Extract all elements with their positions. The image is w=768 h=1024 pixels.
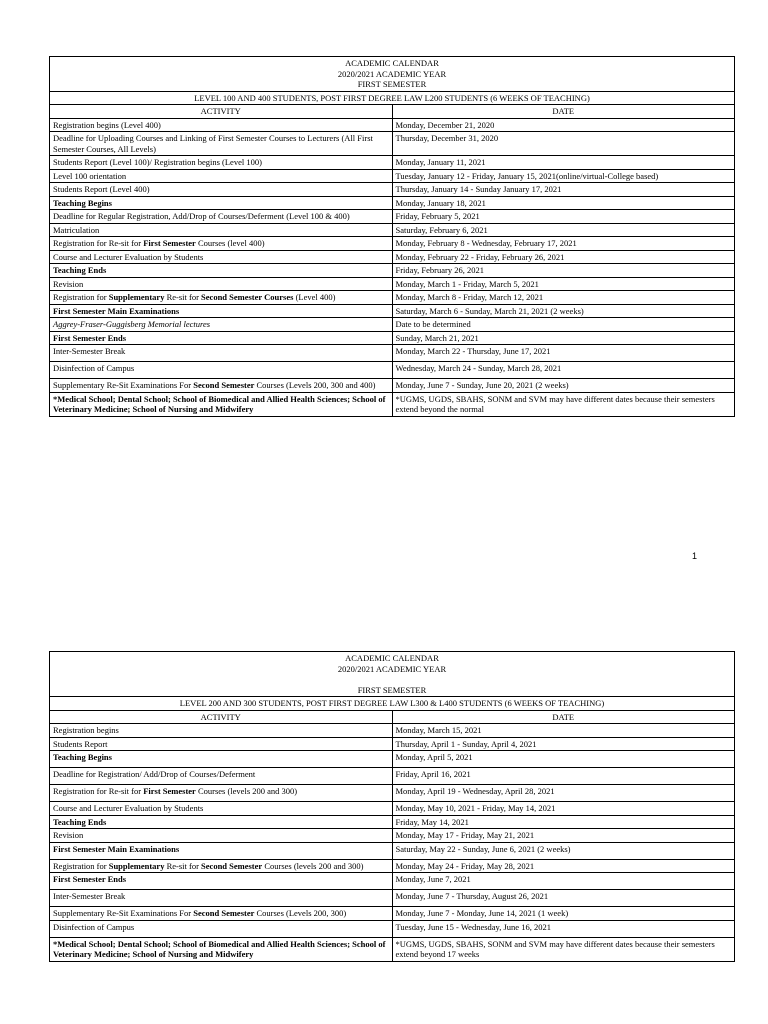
calendar-subtitle-row: [50, 697, 735, 711]
table-row: [50, 802, 735, 816]
date-cell: Monday, February 22 - Friday, February 26, 2021: [392, 250, 735, 264]
date-cell: Friday, May 14, 2021: [392, 815, 735, 829]
table-row: [50, 920, 735, 937]
title-line: 2020/2021 ACADEMIC YEAR: [337, 663, 447, 674]
date-cell: Monday, June 7, 2021: [392, 873, 735, 890]
table-row: [50, 345, 735, 362]
date-cell: Monday, December 21, 2020: [392, 118, 735, 132]
activity-cell: [50, 264, 393, 278]
title-line: FIRST SEMESTER: [357, 684, 427, 695]
activity-text: Registration for Re-sit for: [53, 786, 144, 796]
activity-text: (Level 400): [293, 292, 336, 302]
date-cell: Tuesday, January 12 - Friday, January 15, 2021(online/virtual-College based): [392, 169, 735, 183]
date-cell: Friday, February 26, 2021: [392, 264, 735, 278]
activity-cell: [50, 345, 393, 362]
activity-cell: [50, 196, 393, 210]
date-cell: Thursday, December 31, 2020: [392, 132, 735, 156]
activity-text: Second Semester: [193, 908, 255, 918]
table-row: [50, 890, 735, 907]
calendar-subtitle: LEVEL 100 AND 400 STUDENTS, POST FIRST DEGREE LAW L200 STUDENTS (6 WEEKS OF TEACHING): [50, 91, 735, 105]
column-header-row: [50, 105, 735, 119]
activity-cell: [50, 737, 393, 751]
activity-cell: [50, 132, 393, 156]
activity-text: Level 100 orientation: [53, 170, 127, 181]
date-cell: Monday, January 18, 2021: [392, 196, 735, 210]
column-header-date: DATE: [392, 105, 735, 119]
activity-cell: [50, 920, 393, 937]
table-row: [50, 768, 735, 785]
activity-text: First Semester Main Examinations: [53, 843, 180, 854]
activity-cell: [50, 890, 393, 907]
activity-cell: [50, 379, 393, 393]
date-cell: Monday, March 22 - Thursday, June 17, 2021: [392, 345, 735, 362]
table-row: [50, 331, 735, 345]
activity-text: Teaching Ends: [53, 265, 107, 275]
table-row: [50, 183, 735, 197]
calendar-title: [50, 652, 735, 697]
date-cell: Saturday, March 6 - Sunday, March 21, 2021 (2 weeks): [392, 304, 735, 318]
activity-text: Inter-Semester Break: [53, 891, 126, 901]
activity-cell: [50, 751, 393, 768]
activity-text: Registration for: [53, 292, 109, 302]
activity-text: Deadline for Regular Registration, Add/Drop of Courses/Deferment (Level 100 & 400): [53, 211, 350, 221]
activity-text: Matriculation: [53, 224, 100, 235]
date-cell: Saturday, May 22 - Sunday, June 6, 2021 (2 weeks): [392, 842, 735, 859]
activity-cell: [50, 169, 393, 183]
activity-text: Registration begins: [53, 725, 119, 735]
table-row: [50, 785, 735, 802]
activity-text: Teaching Ends: [53, 816, 107, 827]
activity-text: Students Report (Level 400): [53, 184, 150, 194]
activity-cell: [50, 331, 393, 345]
activity-text: Students Report (Level 100)/ Registration begins (Level 100): [53, 157, 262, 167]
activity-text: Supplementary Re-Sit Examinations For: [53, 908, 194, 918]
date-cell: Tuesday, June 15 - Wednesday, June 16, 2021: [392, 920, 735, 937]
activity-text: Teaching Begins: [53, 752, 112, 762]
date-cell: Friday, April 16, 2021: [392, 768, 735, 785]
page-crop-edge: [0, 1016, 768, 1024]
activity-cell: [50, 118, 393, 132]
activity-text: First Semester: [143, 786, 196, 796]
academic-calendar-table-2: [49, 651, 735, 962]
table-row: [50, 118, 735, 132]
activity-text: Courses (levels 200 and 300): [262, 860, 364, 871]
activity-text: First Semester: [143, 238, 196, 248]
activity-cell: [50, 768, 393, 785]
table-row: [50, 237, 735, 251]
date-cell: Monday, May 10, 2021 - Friday, May 14, 2021: [392, 802, 735, 816]
activity-text: Teaching Begins: [53, 197, 112, 208]
activity-text: Registration begins (Level 400): [53, 119, 161, 130]
table-row: [50, 737, 735, 751]
date-cell: Wednesday, March 24 - Sunday, March 28, 2021: [392, 362, 735, 379]
table-row: [50, 156, 735, 170]
title-line: ACADEMIC CALENDAR: [345, 58, 439, 68]
calendar-title-row: [50, 57, 735, 92]
activity-text: Students Report: [53, 738, 108, 749]
activity-text: Disinfection of Campus: [53, 363, 135, 373]
column-header-date: DATE: [392, 710, 735, 724]
activity-cell: [50, 291, 393, 305]
page-number: 1: [692, 551, 698, 561]
activity-cell: [50, 785, 393, 802]
activity-text: Second Semester Courses: [201, 292, 294, 302]
activity-text: Supplementary Re-Sit Examinations For: [53, 380, 194, 390]
table-row: [50, 392, 735, 416]
title-line: FIRST SEMESTER: [357, 79, 427, 89]
activity-text: Deadline for Registration/ Add/Drop of Courses/Deferment: [53, 769, 256, 779]
activity-cell: [50, 802, 393, 816]
table-row: [50, 264, 735, 278]
activity-text: Course and Lecturer Evaluation by Students: [53, 803, 204, 813]
activity-text: Re-sit for: [164, 292, 202, 302]
date-cell: Monday, May 17 - Friday, May 21, 2021: [392, 829, 735, 843]
table-row: [50, 210, 735, 224]
date-cell: *UGMS, UGDS, SBAHS, SONM and SVM may have different dates because their semesters extend beyond 17 weeks: [392, 937, 735, 961]
table-row: [50, 937, 735, 961]
activity-text: *Medical School; Dental School; School of Biomedical and Allied Health Sciences; School of Veterinary Medicine; School of Nursing and Midwifery: [53, 393, 386, 414]
activity-text: Second Semester: [193, 380, 255, 390]
activity-cell: [50, 277, 393, 291]
table-row: [50, 250, 735, 264]
calendar-subtitle: LEVEL 200 AND 300 STUDENTS, POST FIRST DEGREE LAW L300 & L400 STUDENTS (6 WEEKS OF TEACHING): [50, 697, 735, 711]
date-cell: Monday, January 11, 2021: [392, 156, 735, 170]
table-row: [50, 318, 735, 332]
calendar-title-row: [50, 652, 735, 697]
activity-text: First Semester Ends: [53, 332, 127, 343]
activity-text: Supplementary: [108, 292, 165, 302]
activity-text: Re-sit for: [164, 860, 202, 871]
table-row: [50, 304, 735, 318]
table-row: [50, 362, 735, 379]
activity-cell: [50, 829, 393, 843]
table-row: [50, 223, 735, 237]
table-row: [50, 291, 735, 305]
activity-text: Second Semester: [201, 860, 263, 871]
activity-text: Courses (level 400): [195, 238, 265, 248]
activity-cell: [50, 815, 393, 829]
activity-cell: [50, 183, 393, 197]
date-cell: Thursday, April 1 - Sunday, April 4, 2021: [392, 737, 735, 751]
activity-cell: [50, 907, 393, 921]
activity-text: *Medical School; Dental School; School of Biomedical and Allied Health Sciences; School of Veterinary Medicine; School of Nursing and Midwifery: [53, 938, 386, 959]
column-header-activity: ACTIVITY: [50, 710, 393, 724]
activity-cell: [50, 237, 393, 251]
activity-text: Aggrey-Fraser-Guggisberg Memorial lectures: [53, 319, 211, 329]
activity-text: Revision: [53, 830, 84, 840]
activity-cell: [50, 362, 393, 379]
academic-calendar-table-1: [49, 56, 735, 417]
activity-cell: [50, 937, 393, 961]
activity-cell: [50, 156, 393, 170]
activity-text: Courses (Levels 200, 300): [254, 908, 347, 918]
date-cell: Sunday, March 21, 2021: [392, 331, 735, 345]
table-row: [50, 859, 735, 873]
date-cell: Monday, May 24 - Friday, May 28, 2021: [392, 859, 735, 873]
date-cell: Monday, March 8 - Friday, March 12, 2021: [392, 291, 735, 305]
table-row: [50, 873, 735, 890]
date-cell: Date to be determined: [392, 318, 735, 332]
table-row: [50, 724, 735, 738]
table-row: [50, 132, 735, 156]
date-cell: Monday, June 7 - Monday, June 14, 2021 (1 week): [392, 907, 735, 921]
date-cell: Monday, April 19 - Wednesday, April 28, 2021: [392, 785, 735, 802]
date-cell: Monday, June 7 - Sunday, June 20, 2021 (2 weeks): [392, 379, 735, 393]
column-header-row: [50, 710, 735, 724]
activity-text: First Semester Main Examinations: [53, 305, 180, 316]
activity-cell: [50, 842, 393, 859]
calendar-title: [50, 57, 735, 92]
date-cell: Monday, April 5, 2021: [392, 751, 735, 768]
activity-text: Registration for: [53, 860, 109, 871]
activity-cell: [50, 210, 393, 224]
date-cell: Monday, June 7 - Thursday, August 26, 2021: [392, 890, 735, 907]
activity-cell: [50, 724, 393, 738]
table-row: [50, 842, 735, 859]
activity-text: Supplementary: [108, 860, 165, 871]
table-row: [50, 277, 735, 291]
activity-cell: [50, 250, 393, 264]
activity-cell: [50, 873, 393, 890]
date-cell: Monday, March 15, 2021: [392, 724, 735, 738]
activity-text: Revision: [53, 278, 84, 289]
title-line: [53, 674, 731, 685]
activity-text: Deadline for Uploading Courses and Linking of First Semester Courses to Lecturers (All First Semester Courses, All Levels): [53, 133, 373, 154]
activity-cell: [50, 318, 393, 332]
activity-text: Courses (levels 200 and 300): [195, 786, 298, 796]
calendar-body: [50, 724, 735, 962]
activity-text: Courses (Levels 200, 300 and 400): [254, 380, 376, 390]
activity-text: First Semester Ends: [53, 874, 127, 884]
date-cell: Friday, February 5, 2021: [392, 210, 735, 224]
table-row: [50, 379, 735, 393]
activity-text: Course and Lecturer Evaluation by Students: [53, 251, 204, 262]
date-cell: *UGMS, UGDS, SBAHS, SONM and SVM may have different dates because their semesters extend beyond the normal: [392, 392, 735, 416]
column-header-activity: ACTIVITY: [50, 105, 393, 119]
table-row: [50, 829, 735, 843]
activity-cell: [50, 223, 393, 237]
table-row: [50, 907, 735, 921]
date-cell: Monday, February 8 - Wednesday, February 17, 2021: [392, 237, 735, 251]
date-cell: Saturday, February 6, 2021: [392, 223, 735, 237]
table-row: [50, 169, 735, 183]
date-cell: Monday, March 1 - Friday, March 5, 2021: [392, 277, 735, 291]
title-line: ACADEMIC CALENDAR: [345, 653, 439, 663]
table-row: [50, 815, 735, 829]
table-row: [50, 751, 735, 768]
activity-cell: [50, 304, 393, 318]
date-cell: Thursday, January 14 - Sunday January 17, 2021: [392, 183, 735, 197]
activity-text: Inter-Semester Break: [53, 346, 126, 356]
activity-text: Disinfection of Campus: [53, 921, 135, 932]
activity-cell: [50, 859, 393, 873]
activity-cell: [50, 392, 393, 416]
activity-text: Registration for Re-sit for: [53, 238, 144, 248]
title-line: 2020/2021 ACADEMIC YEAR: [337, 68, 447, 79]
table-row: [50, 196, 735, 210]
calendar-subtitle-row: [50, 91, 735, 105]
calendar-body: [50, 118, 735, 416]
